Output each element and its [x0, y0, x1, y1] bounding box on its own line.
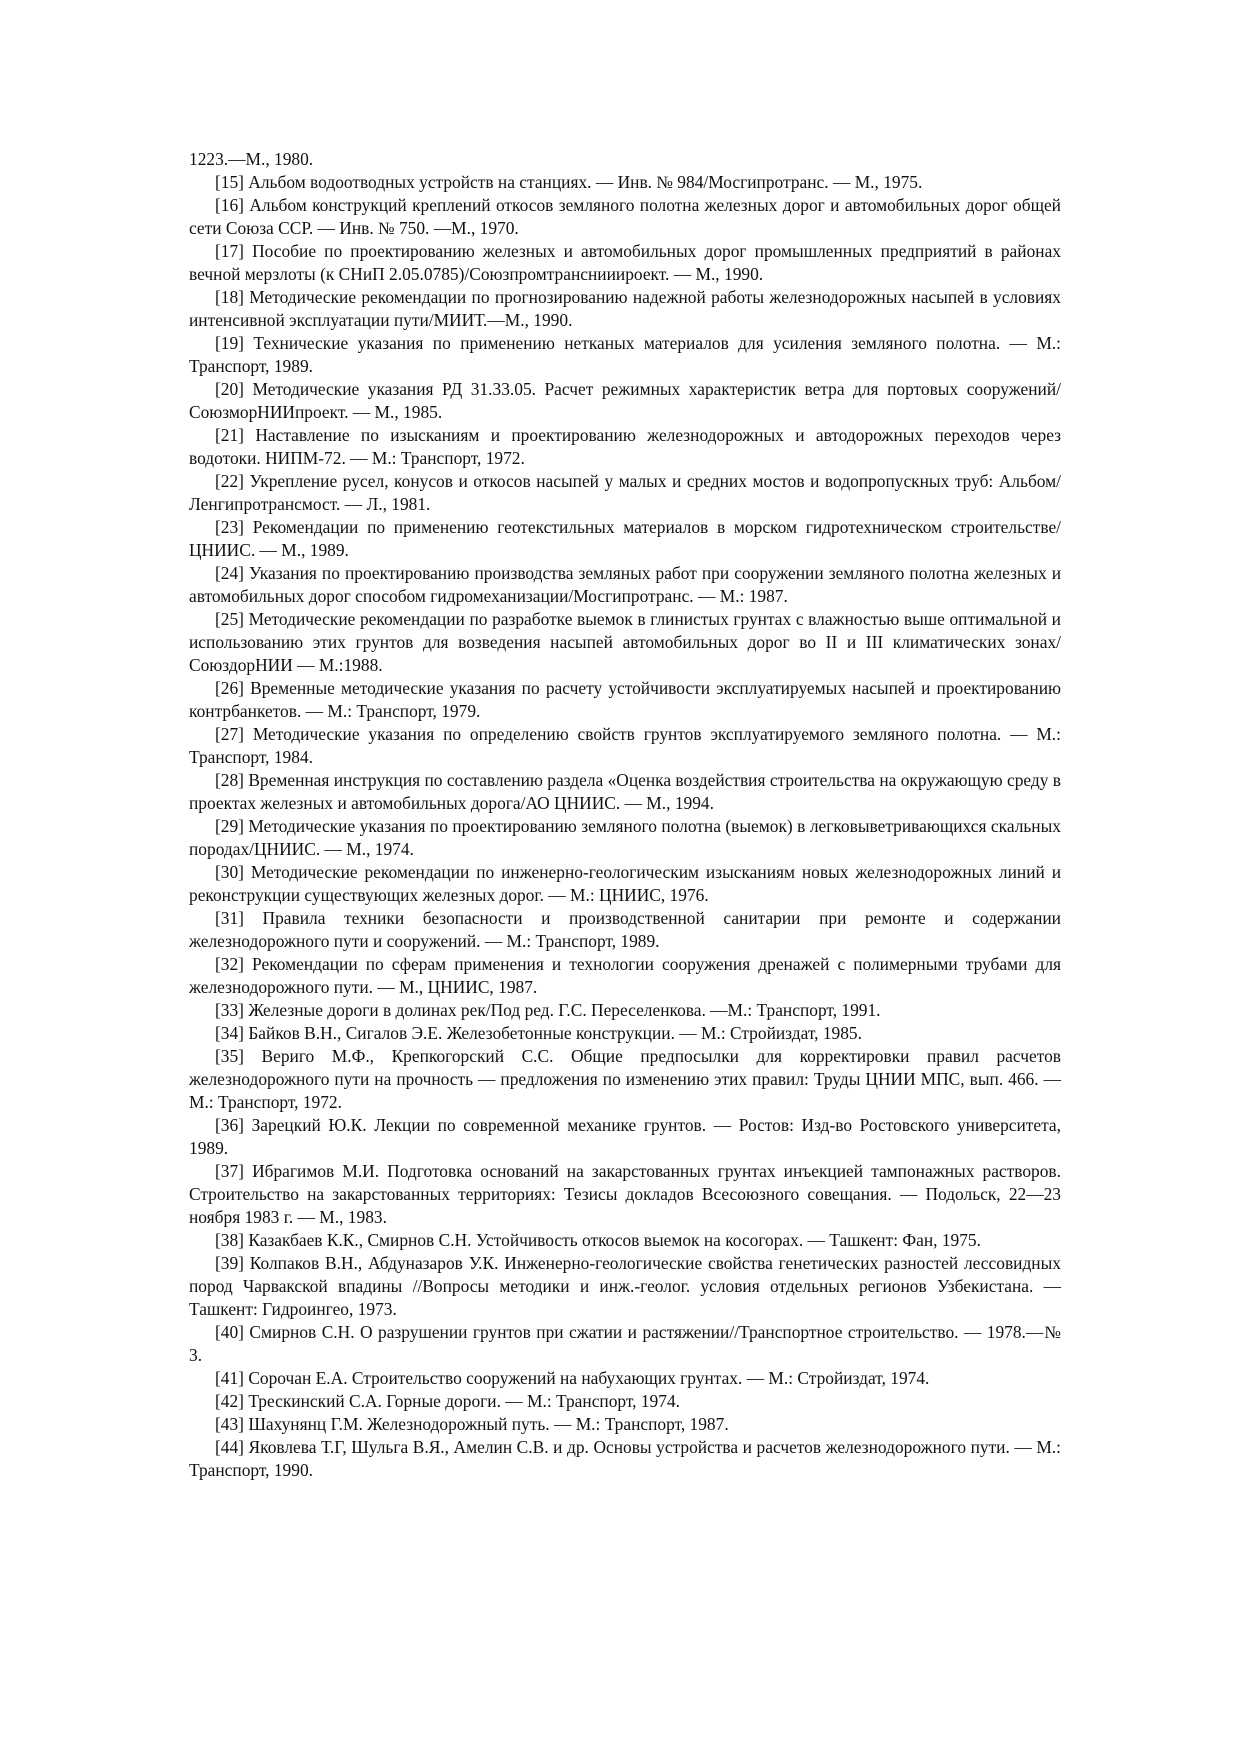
reference-item-26: [26] Временные методические указания по расчету устойчивости эксплуатируемых насыпей и проектированию контрбанкетов. — М.: Транспорт, 1979. [189, 678, 1061, 721]
reference-item-24: [24] Указания по проектированию производства земляных работ при сооружении земляного полотна железных и автомобильных дорог способом гидромеханизации/Мосгипротранс. — М.: 1987. [189, 563, 1061, 606]
reference-item-31: [31] Правила техники безопасности и производственной санитарии при ремонте и содержании железнодорожного пути и сооружений. — М.: Транспорт, 1989. [189, 908, 1061, 951]
reference-continuation: 1223.—М., 1980. [189, 149, 314, 169]
reference-item-37: [37] Ибрагимов М.И. Подготовка оснований на закарстованных грунтах инъекцией тампонажных растворов. Строительство на закарстованных территориях: Тезисы докладов Всесоюзного совещания. — Подольск, 22—23 ноября 1983 г. — М., 1983. [189, 1161, 1061, 1227]
reference-item-43: [43] Шахунянц Г.М. Железнодорожный путь. — М.: Транспорт, 1987. [215, 1414, 729, 1434]
reference-item-33: [33] Железные дороги в долинах рек/Под ред. Г.С. Переселенкова. —М.: Транспорт, 1991. [215, 1000, 881, 1020]
reference-item-42: [42] Трескинский С.А. Горные дороги. — М.: Транспорт, 1974. [215, 1391, 680, 1411]
reference-item-29: [29] Методические указания по проектированию земляного полотна (выемок) в легковыветривающихся скальных породах/ЦНИИС. — М., 1974. [189, 816, 1061, 859]
reference-item-17: [17] Пособие по проектированию железных и автомобильных дорог промышленных предприятий в районах вечной мерзлоты (к СНиП 2.05.0785)/Союзпромтранснииироект. — М., 1990. [189, 241, 1061, 284]
reference-item-40: [40] Смирнов С.Н. О разрушении грунтов при сжатии и растяжении//Транспортное строительство. — 1978.—№ 3. [189, 1322, 1061, 1365]
reference-item-22: [22] Укрепление русел, конусов и откосов насыпей у малых и средних мостов и водопропускных труб: Альбом/Ленгипротрансмост. — Л., 1981. [189, 471, 1061, 514]
reference-item-39: [39] Колпаков В.Н., Абдуназаров У.К. Инженерно-геологические свойства генетических разностей лессовидных пород Чарвакской впадины //Вопросы методики и инж.-геолог. условия отдельных регионов Узбекистана. —Ташкент: Гидроингео, 1973. [189, 1253, 1061, 1319]
reference-item-44: [44] Яковлева Т.Г, Шульга В.Я., Амелин С.В. и др. Основы устройства и расчетов железнодорожного пути. — М.: Транспорт, 1990. [189, 1437, 1061, 1480]
reference-list [189, 148, 1061, 1482]
reference-item-28: [28] Временная инструкция по составлению раздела «Оценка воздействия строительства на окружающую среду в проектах железных и автомобильных дорога/АО ЦНИИС. — М., 1994. [189, 770, 1061, 813]
reference-item-15: [15] Альбом водоотводных устройств на станциях. — Инв. № 984/Мосгипротранс. — М., 1975. [215, 172, 923, 192]
reference-item-18: [18] Методические рекомендации по прогнозированию надежной работы железнодорожных насыпей в условиях интенсивной эксплуатации пути/МИИТ.—М., 1990. [189, 287, 1061, 330]
reference-item-34: [34] Байков В.Н., Сигалов Э.Е. Железобетонные конструкции. — М.: Стройиздат, 1985. [215, 1023, 862, 1043]
reference-item-36: [36] Зарецкий Ю.К. Лекции по современной механике грунтов. — Ростов: Изд-во Ростовского университета, 1989. [189, 1115, 1061, 1158]
reference-item-41: [41] Сорочан Е.А. Строительство сооружений на набухающих грунтах. — М.: Стройиздат, 1974. [215, 1368, 930, 1388]
reference-item-38: [38] Казакбаев К.К., Смирнов С.Н. Устойчивость откосов выемок на косогорах. — Ташкент: Фан, 1975. [215, 1230, 981, 1250]
reference-item-27: [27] Методические указания по определению свойств грунтов эксплуатируемого земляного полотна. — М.: Транспорт, 1984. [189, 724, 1061, 767]
reference-item-21: [21] Наставление по изысканиям и проектированию железнодорожных и автодорожных переходов через водотоки. НИПМ-72. — М.: Транспорт, 1972. [189, 425, 1061, 468]
reference-item-32: [32] Рекомендации по сферам применения и технологии сооружения дренажей с полимерными трубами для железнодорожного пути. — М., ЦНИИС, 1987. [189, 954, 1061, 997]
reference-item-23: [23] Рекомендации по применению геотекстильных материалов в морском гидротехническом строительстве/ЦНИИС. — М., 1989. [189, 517, 1061, 560]
reference-item-30: [30] Методические рекомендации по инженерно-геологическим изысканиям новых железнодорожных линий и реконструкции существующих железных дорог. — М.: ЦНИИС, 1976. [189, 862, 1061, 905]
reference-item-16: [16] Альбом конструкций креплений откосов земляного полотна железных дорог и автомобильных дорог общей сети Союза ССР. — Инв. № 750. —М., 1970. [189, 195, 1061, 238]
reference-item-25: [25] Методические рекомендации по разработке выемок в глинистых грунтах с влажностью выше оптимальной и использованию этих грунтов для возведения насыпей автомобильных дорог во II и III климатических зонах/СоюздорНИИ — М.:1988. [189, 609, 1061, 675]
reference-item-19: [19] Технические указания по применению нетканых материалов для усиления земляного полотна. — М.: Транспорт, 1989. [189, 333, 1061, 376]
reference-item-20: [20] Методические указания РД 31.33.05. Расчет режимных характеристик ветра для портовых сооружений/СоюзморНИИпроект. — М., 1985. [189, 379, 1061, 422]
reference-item-35: [35] Вериго М.Ф., Крепкогорский С.С. Общие предпосылки для корректировки правил расчетов железнодорожного пути на прочность — предложения по изменению этих правил: Труды ЦНИИ МПС, вып. 466. — М.: Транспорт, 1972. [189, 1046, 1061, 1112]
